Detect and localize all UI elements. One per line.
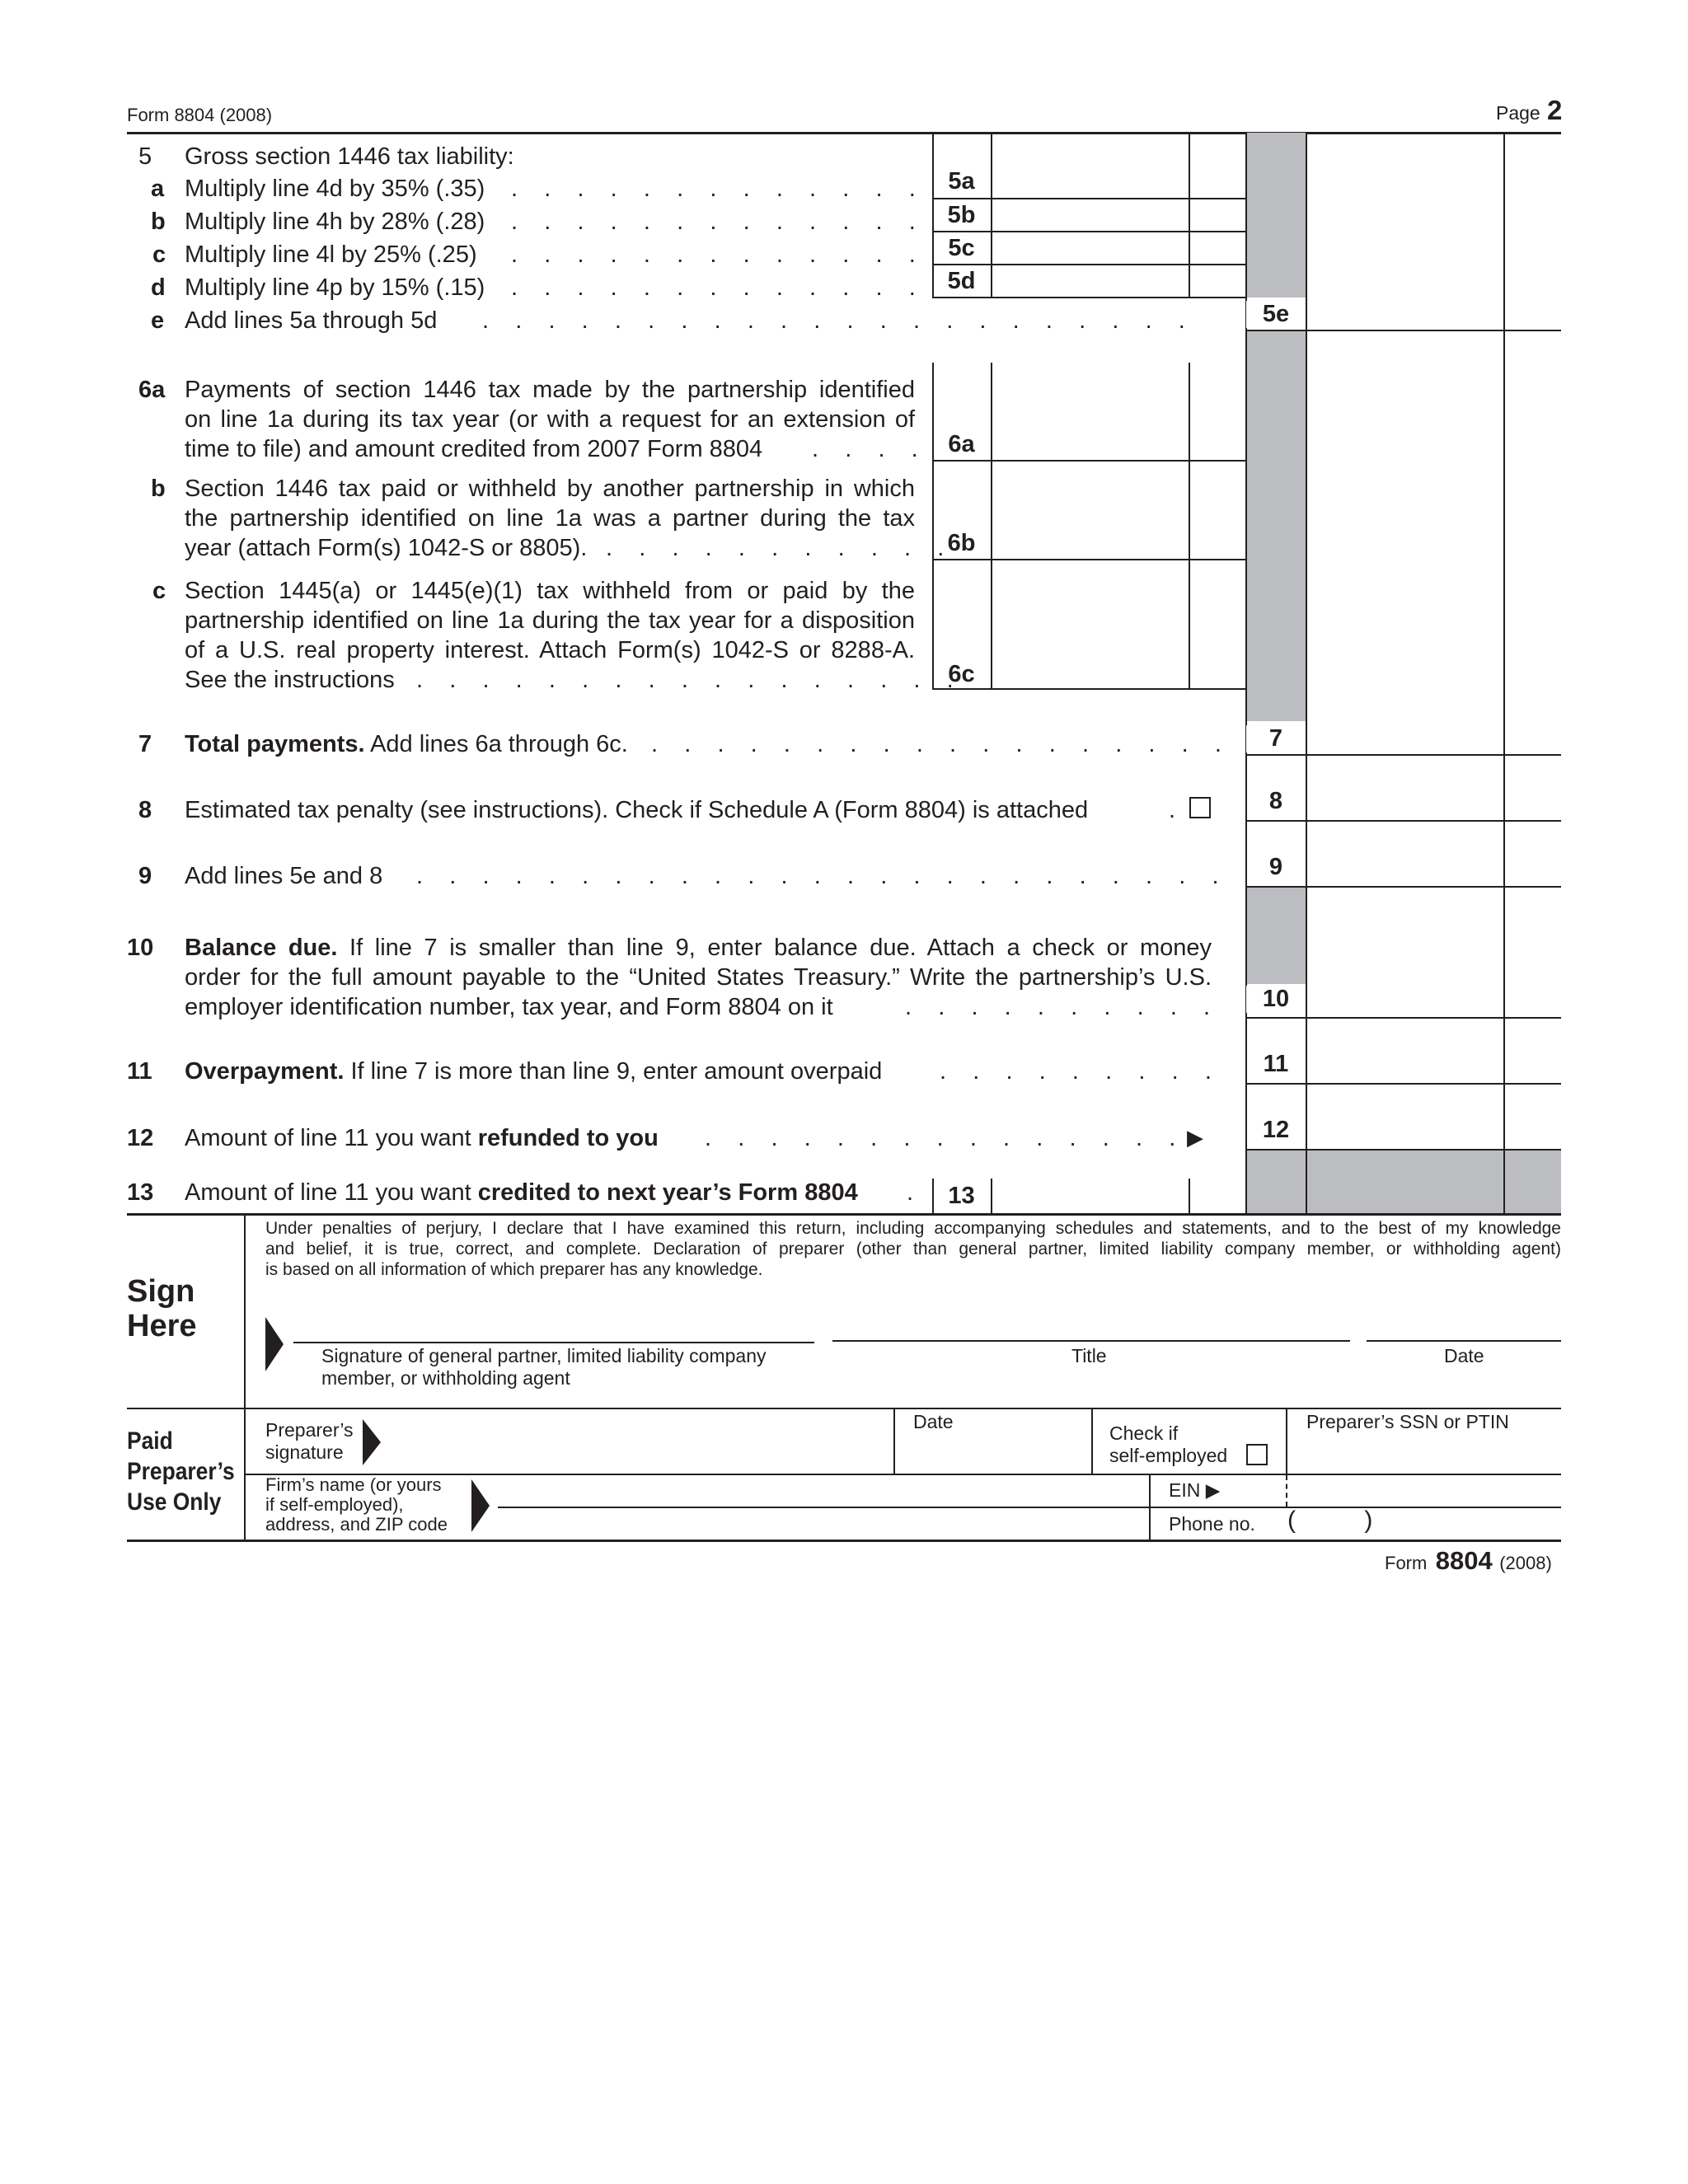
line-5d-letter: d xyxy=(151,274,166,301)
preparer-heading-1: Paid xyxy=(127,1427,173,1455)
page-label: Page xyxy=(1496,102,1540,124)
firm-name-label-1: Firm’s name (or yours xyxy=(265,1474,442,1495)
line-13-rest: Amount of line 11 you want xyxy=(185,1179,478,1206)
inner-col-cents-13 xyxy=(1189,1179,1190,1213)
line-8-text: Estimated tax penalty (see instructions). Check if Schedule A (Form 8804) is attached xyxy=(185,797,1089,823)
inner-col-left-6 xyxy=(932,363,934,689)
date-field[interactable] xyxy=(1367,1294,1561,1338)
phone-field[interactable] xyxy=(1302,1508,1561,1538)
line-7-number: 7 xyxy=(138,731,152,757)
signature-label-1: Signature of general partner, limited liability company xyxy=(321,1345,767,1366)
title-label: Title xyxy=(1071,1345,1107,1366)
lines-bottom-rule xyxy=(127,1213,1561,1216)
line-5e-letter: e xyxy=(151,307,165,334)
line-5e-text: Add lines 5a through 5d xyxy=(185,307,438,334)
row-12-bottom xyxy=(1246,1149,1561,1151)
line-6c-text-3: of a U.S. real property interest. Attach Form(s) 1042-S or 8288-A. xyxy=(185,637,915,663)
line-10-text-3: employer identification number, tax year, and Form 8804 on it xyxy=(185,994,833,1020)
line-5c-text: Multiply line 4l by 25% (.25) xyxy=(185,241,477,268)
line-9-leader: . . . . . . . . . . . . . . . . . . . . . . . . . xyxy=(416,863,1221,889)
amount-field-5b[interactable] xyxy=(992,199,1188,230)
amount-field-5a[interactable] xyxy=(992,134,1188,197)
line-10-text-1-rest: If line 7 is smaller than line 9, enter balance due. Attach a check or money xyxy=(337,935,1212,961)
amount-field-10[interactable] xyxy=(1306,887,1503,1016)
self-employed-label-1: Check if xyxy=(1109,1422,1179,1444)
line-13-leader: . xyxy=(907,1179,914,1206)
preparer-heading-3: Use Only xyxy=(127,1488,222,1516)
shade-row-13 xyxy=(1246,1149,1561,1213)
box-6a-label: 6a xyxy=(948,431,975,457)
preparer-heading-2: Preparer’s xyxy=(127,1458,235,1485)
box-11-label: 11 xyxy=(1263,1051,1289,1077)
box-7-label: 7 xyxy=(1246,725,1306,752)
line-6b-text-2: the partnership identified on line 1a was a partner during the tax xyxy=(185,505,915,532)
ssn-field[interactable] xyxy=(1287,1434,1561,1472)
line-6c-letter: c xyxy=(152,578,166,604)
line-11-number: 11 xyxy=(127,1058,152,1085)
box-10-label: 10 xyxy=(1246,986,1306,1013)
preparer-signature-label-1: Preparer’s xyxy=(265,1419,354,1441)
form-header xyxy=(0,0,1688,140)
title-field[interactable] xyxy=(832,1294,1350,1338)
signature-line xyxy=(293,1342,814,1343)
line-8-leader: . xyxy=(1169,797,1176,823)
line-5a-text: Multiply line 4d by 35% (.35) xyxy=(185,176,485,202)
box-5a-label: 5a xyxy=(948,168,975,194)
footer-year: (2008) xyxy=(1499,1553,1552,1573)
amount-field-8[interactable] xyxy=(1306,755,1503,819)
amount-field-9[interactable] xyxy=(1306,821,1503,885)
preparer-date-field[interactable] xyxy=(895,1434,1090,1472)
line-6b-text-3: year (attach Form(s) 1042-S or 8805). xyxy=(185,535,588,561)
line-5b-letter: b xyxy=(151,209,166,235)
line-6a-text-2: on line 1a during its tax year (or with a request for an extension of xyxy=(185,406,915,433)
line-6c-text-1: Section 1445(a) or 1445(e)(1) tax withheld from or paid by the xyxy=(185,578,915,604)
footer-form-word: Form xyxy=(1385,1553,1428,1573)
line-9-number: 9 xyxy=(138,863,152,889)
line-13-number: 13 xyxy=(127,1179,154,1206)
firm-arrow-icon xyxy=(471,1479,490,1532)
form-id: Form 8804 (2008) xyxy=(127,105,273,125)
firm-name-label-3: address, and ZIP code xyxy=(265,1514,448,1535)
line-5a-letter: a xyxy=(151,176,165,202)
date-line xyxy=(1367,1340,1561,1342)
line-6a-text-1: Payments of section 1446 tax made by the partnership identified xyxy=(185,377,915,403)
inner-col-cents-5 xyxy=(1189,133,1190,298)
ein-label: EIN ▶ xyxy=(1169,1479,1221,1501)
amount-field-5c[interactable] xyxy=(992,232,1188,263)
amount-field-6a[interactable] xyxy=(992,363,1188,459)
perjury-line-2: and belief, it is true, correct, and complete. Declaration of preparer (other than general partner, limited liability company member, or withholding agent) xyxy=(265,1240,1561,1258)
line-11-leader: . . . . . . . . . xyxy=(940,1058,1213,1085)
signature-label-2: member, or withholding agent xyxy=(321,1367,570,1389)
line-11-bold: Overpayment. xyxy=(185,1058,345,1085)
line-6b-leader: . . . . . . . . . . . xyxy=(606,535,946,561)
line-6a-text-3: time to file) and amount credited from 2007 Form 8804 xyxy=(185,436,763,462)
box-8-label: 8 xyxy=(1268,788,1283,814)
amount-field-7[interactable] xyxy=(1306,722,1503,753)
amount-field-13[interactable] xyxy=(992,1179,1188,1212)
shade-col-10 xyxy=(1246,887,1306,984)
col-line-cents xyxy=(1503,133,1505,1213)
line-10-leader: . . . . . . . . . . xyxy=(905,994,1212,1020)
shade-col-6 xyxy=(1246,330,1306,721)
box-5c-label: 5c xyxy=(948,235,975,261)
firm-address-field[interactable] xyxy=(498,1508,1149,1538)
line-12-text xyxy=(185,1123,659,1153)
line-6c-text xyxy=(185,576,915,665)
line-10-bold: Balance due. xyxy=(185,935,338,961)
firm-name-label xyxy=(265,1475,448,1535)
line-6c-leader: . . . . . . . . . . . . . . . . . xyxy=(416,667,955,693)
self-employed-checkbox[interactable] xyxy=(1246,1444,1268,1465)
sign-heading-2: Here xyxy=(127,1309,197,1343)
perjury-declaration xyxy=(265,1218,1561,1259)
box-9-label: 9 xyxy=(1268,854,1283,880)
line-7-leader: . . . . . . . . . . . . . . . . . . xyxy=(651,731,1223,757)
line-6b-text xyxy=(185,474,915,533)
signature-field[interactable] xyxy=(293,1294,814,1340)
line-13-text xyxy=(185,1178,858,1207)
amount-field-11[interactable] xyxy=(1306,1019,1503,1082)
line-5a-leader: . . . . . . . . . . . . . xyxy=(511,176,917,202)
paid-preparer-heading xyxy=(127,1426,235,1517)
line-12-rest: Amount of line 11 you want xyxy=(185,1125,478,1151)
schedule-a-checkbox[interactable] xyxy=(1189,797,1211,818)
line-12-bold: refunded to you xyxy=(477,1125,659,1151)
line-5c-letter: c xyxy=(152,241,166,268)
line-9-text: Add lines 5e and 8 xyxy=(185,863,383,889)
line-8-number: 8 xyxy=(138,797,152,823)
line-5c-leader: . . . . . . . . . . . . . xyxy=(511,241,917,268)
line-7-text xyxy=(185,729,628,759)
box-13-label: 13 xyxy=(948,1183,975,1209)
box-5e-label: 5e xyxy=(1246,301,1306,328)
footer-form-number: 8804 xyxy=(1435,1546,1493,1575)
box-5b-label: 5b xyxy=(947,202,976,228)
signature-label xyxy=(321,1345,767,1390)
phone-parens: ( ) xyxy=(1287,1507,1373,1534)
line-10-number: 10 xyxy=(127,935,154,961)
box-6b-label: 6b xyxy=(947,530,976,556)
box-5d-label: 5d xyxy=(947,268,976,294)
line-6a-number: 6a xyxy=(138,377,166,403)
form-bottom-rule xyxy=(127,1540,1561,1542)
sign-heading-1: Sign xyxy=(127,1274,195,1309)
line-10-text-2: order for the full amount payable to the “United States Treasury.” Write the partnership’s U.S. xyxy=(185,964,1212,991)
self-employed-label xyxy=(1109,1422,1227,1467)
line-10-text xyxy=(185,933,1212,992)
line-6c-text-2: partnership identified on line 1a during the tax year for a disposition xyxy=(185,607,915,634)
preparer-signature-label-2: signature xyxy=(265,1441,344,1463)
preparer-signature-field[interactable] xyxy=(387,1409,892,1472)
phone-label: Phone no. xyxy=(1169,1513,1255,1535)
line-13-bold: credited to next year’s Form 8804 xyxy=(477,1179,858,1206)
firm-name-label-2: if self-employed), xyxy=(265,1494,404,1515)
ssn-label: Preparer’s SSN or PTIN xyxy=(1306,1411,1509,1432)
line-5b-leader: . . . . . . . . . . . . . xyxy=(511,209,917,235)
line-11-rest: If line 7 is more than line 9, enter amount overpaid xyxy=(344,1058,883,1085)
perjury-line-3: is based on all information of which preparer has any knowledge. xyxy=(265,1260,763,1279)
date-label: Date xyxy=(1444,1345,1484,1366)
line-6c-text-4: See the instructions xyxy=(185,667,395,693)
row-5e-bottom xyxy=(1246,330,1561,331)
line-5b-text: Multiply line 4h by 28% (.28) xyxy=(185,209,485,235)
line-12-leader: . . . . . . . . . . . . . . . xyxy=(705,1125,1178,1151)
page-number: 2 xyxy=(1547,95,1563,125)
header-rule xyxy=(127,132,1561,134)
self-employed-divider xyxy=(1091,1408,1093,1474)
line-7-bold: Total payments. xyxy=(185,731,365,757)
line-6b-text-1: Section 1446 tax paid or withheld by another partnership in which xyxy=(185,476,915,502)
row-5d-bottom xyxy=(932,297,1245,298)
line-10-text-1 xyxy=(185,933,1212,963)
line-12-number: 12 xyxy=(127,1125,154,1151)
shade-col-5 xyxy=(1246,133,1306,298)
row-6c-bottom xyxy=(932,688,1245,690)
title-line xyxy=(832,1340,1350,1342)
form-footer xyxy=(1385,1546,1552,1576)
line-5-number: 5 xyxy=(138,143,152,170)
line-5e-leader: . . . . . . . . . . . . . . . . . . . . . . xyxy=(482,307,1187,334)
line-6a-text xyxy=(185,375,915,434)
line-6a-leader: . . . . xyxy=(812,436,920,462)
line-11-text xyxy=(185,1057,882,1086)
preparer-date-label: Date xyxy=(913,1411,954,1432)
amount-field-6c[interactable] xyxy=(992,560,1188,687)
amount-field-12[interactable] xyxy=(1306,1085,1503,1148)
amount-field-5e[interactable] xyxy=(1306,298,1503,329)
arrow-right-icon: ▶ xyxy=(1187,1125,1203,1150)
line-6b-letter: b xyxy=(151,476,166,502)
line-5d-text: Multiply line 4p by 15% (.15) xyxy=(185,274,485,301)
preparer-sign-arrow-icon xyxy=(363,1419,381,1465)
line-5-text: Gross section 1446 tax liability: xyxy=(185,143,514,170)
self-employed-label-2: self-employed xyxy=(1109,1445,1228,1466)
preparer-signature-label xyxy=(265,1419,354,1464)
box-6c-label: 6c xyxy=(948,661,975,687)
sign-section-divider xyxy=(244,1214,246,1540)
box-12-label: 12 xyxy=(1262,1117,1290,1143)
perjury-line-1: Under penalties of perjury, I declare that I have examined this return, including accompanying schedules and statements, and to the best of my knowledge xyxy=(265,1219,1561,1238)
amount-field-6b[interactable] xyxy=(992,462,1188,558)
inner-col-cents-6 xyxy=(1189,363,1190,689)
line-7-rest: Add lines 6a through 6c. xyxy=(364,731,628,757)
sign-arrow-icon xyxy=(265,1317,284,1371)
ein-field[interactable] xyxy=(1287,1475,1561,1506)
line-5d-leader: . . . . . . . . . . . . . xyxy=(511,274,917,301)
amount-field-5d[interactable] xyxy=(992,265,1188,296)
firm-name-field[interactable] xyxy=(498,1475,1149,1506)
